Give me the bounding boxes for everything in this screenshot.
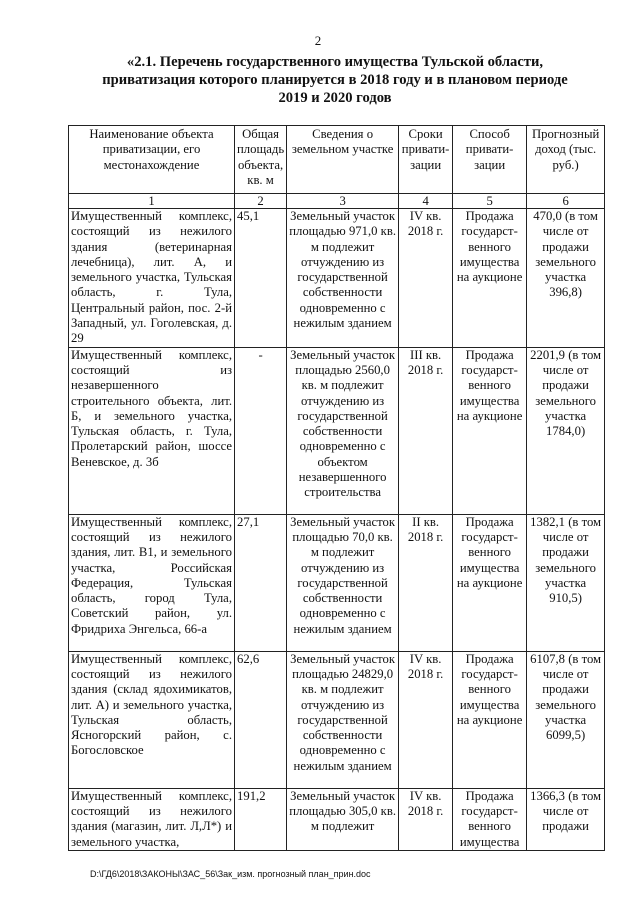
area-cell: 45,1 <box>235 209 287 348</box>
object-name-cell: Имущественный комплекс, состоящий из незавершенного строительного объекта, лит. Б, и земельного участка, Тульская область, г. Тула, Пролетарский район, шоссе Веневское, д. 3б <box>69 347 235 514</box>
income-cell: 2201,9 (в том числе от продажи земельного участка 1784,0) <box>527 347 605 514</box>
header-term: Сроки привати-зации <box>399 126 453 194</box>
income-cell: 1366,3 (в том числе от продажи <box>527 788 605 850</box>
land-info-cell: Земельный участок площадью 2560,0 кв. м подлежит отчуждению из государственной собственности одновременно с объектом незавершенного строительства <box>287 347 399 514</box>
method-cell: Продажа государст-венного имущества на аукционе <box>453 347 527 514</box>
table-row <box>69 651 605 788</box>
income-cell: 6107,8 (в том числе от продажи земельного участка 6099,5) <box>527 651 605 788</box>
method-cell: Продажа государст-венного имущества на аукционе <box>453 514 527 651</box>
table-header-row <box>69 126 605 194</box>
income-cell: 470,0 (в том числе от продажи земельного участка 396,8) <box>527 209 605 348</box>
document-title <box>70 53 600 107</box>
column-number: 2 <box>235 194 287 209</box>
column-number: 6 <box>527 194 605 209</box>
method-cell: Продажа государст-венного имущества на аукционе <box>453 651 527 788</box>
term-cell: IV кв. 2018 г. <box>399 788 453 850</box>
table-row <box>69 347 605 514</box>
column-number: 5 <box>453 194 527 209</box>
area-cell: 62,6 <box>235 651 287 788</box>
land-info-cell: Земельный участок площадью 305,0 кв. м подлежит <box>287 788 399 850</box>
term-cell: IV кв. 2018 г. <box>399 209 453 348</box>
column-number: 3 <box>287 194 399 209</box>
property-table <box>68 125 605 851</box>
table-row <box>69 209 605 348</box>
area-cell: 27,1 <box>235 514 287 651</box>
method-cell: Продажа государст-венного имущества на аукционе <box>453 209 527 348</box>
header-land: Сведения о земельном участке <box>287 126 399 194</box>
land-info-cell: Земельный участок площадью 70,0 кв. м подлежит отчуждению из государственной собственности одновременно с нежилым зданием <box>287 514 399 651</box>
area-cell: - <box>235 347 287 514</box>
file-path-footer: D:\ГД6\2018\ЗАКОНЫ\ЗАС_56\Зак_изм. прогнозный план_прин.doc <box>90 869 371 879</box>
object-name-cell: Имущественный комплекс, состоящий из нежилого здания (склад ядохимикатов, лит. А) и земельного участка, Тульская область, Ясногорский район, с. Богословское <box>69 651 235 788</box>
column-number-row <box>69 194 605 209</box>
method-cell: Продажа государст-венного имущества <box>453 788 527 850</box>
income-cell: 1382,1 (в том числе от продажи земельного участка 910,5) <box>527 514 605 651</box>
title-line-3: 2019 и 2020 годов <box>278 90 392 106</box>
object-name-cell: Имущественный комплекс, состоящий из нежилого здания, лит. В1, и земельного участка, Российская Федерация, Тульская область, город Тула, Советский район, ул. Фридриха Энгельса, 66-а <box>69 514 235 651</box>
term-cell: II кв. 2018 г. <box>399 514 453 651</box>
table-row <box>69 788 605 850</box>
title-line-2: приватизация которого планируется в 2018 году и в плановом периоде <box>102 72 568 88</box>
object-name-cell: Имущественный комплекс, состоящий из нежилого здания (ветеринарная лечебница), лит. А, и земельного участка, Тульская область, г. Тула, Центральный район, пос. 2-й Западный, ул. Гоголевская, д. 29 <box>69 209 235 348</box>
header-name: Наименование объекта приватизации, его местонахождение <box>69 126 235 194</box>
area-cell: 191,2 <box>235 788 287 850</box>
title-line-1: «2.1. Перечень государственного имущества Тульской области, <box>126 54 544 70</box>
land-info-cell: Земельный участок площадью 24829,0 кв. м подлежит отчуждению из государственной собственности одновременно с нежилым зданием <box>287 651 399 788</box>
header-area: Общая площадь объекта, кв. м <box>235 126 287 194</box>
term-cell: III кв. 2018 г. <box>399 347 453 514</box>
table-row <box>69 514 605 651</box>
page-number: 2 <box>314 33 322 48</box>
column-number: 1 <box>69 194 235 209</box>
land-info-cell: Земельный участок площадью 971,0 кв. м подлежит отчуждению из государственной собственности одновременно с нежилым зданием <box>287 209 399 348</box>
header-income: Прогнозный доход (тыс. руб.) <box>527 126 605 194</box>
column-number: 4 <box>399 194 453 209</box>
header-method: Способ привати-зации <box>453 126 527 194</box>
term-cell: IV кв. 2018 г. <box>399 651 453 788</box>
object-name-cell: Имущественный комплекс, состоящий из нежилого здания (магазин, лит. Л,Л*) и земельного участка, <box>69 788 235 850</box>
